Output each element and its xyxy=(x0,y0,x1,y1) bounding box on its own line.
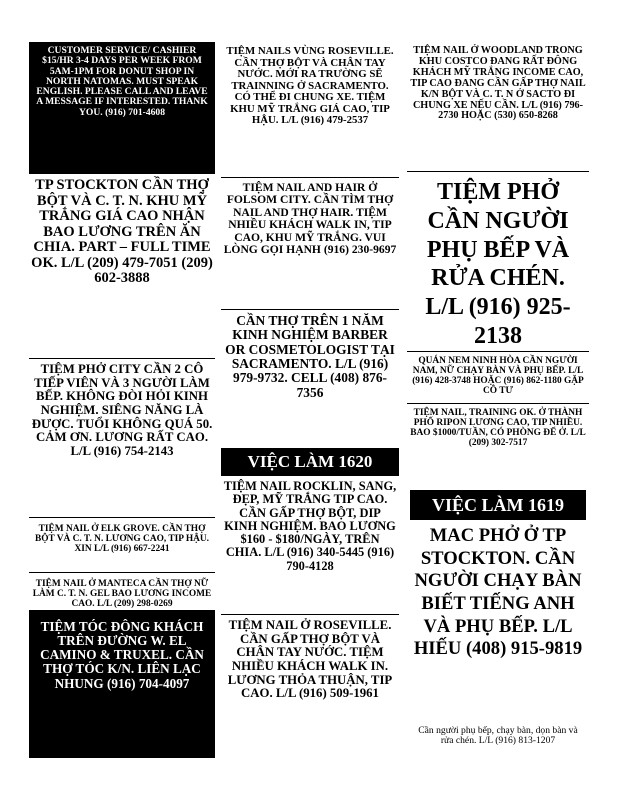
ad-mac-pho: MAC PHỞ Ở TP STOCKTON. CẦN NGƯỜI CHẠY BÀN BIẾT TIẾNG ANH VÀ PHỤ BẾP. L/L HIẾU (408) 915-9819 xyxy=(413,525,583,660)
ad-woodland-nail: TIỆM NAIL Ở WOODLAND TRONG KHU COSTCO ĐANG RẤT ĐÔNG KHÁCH MỸ TRẮNG INCOME CAO, TIP CAO ĐANG CẦN GẤP THỢ NAIL K/N BỘT VÀ C. T. N Ở SACTO ĐI CHUNG XE NẾU CẦN. L/L (916) 796-2730 HOẶC (530) 650-8268 xyxy=(407,44,589,172)
section-heading-1619: VIỆC LÀM 1619 xyxy=(410,490,586,520)
ad-elk-grove-nail: TIỆM NAIL Ở ELK GROVE. CẦN THỢ BỘT VÀ C. T. N. LƯƠNG CAO, TIP HẬU. XIN L/L (916) 667-2241 xyxy=(29,521,215,573)
ad-kitchen-help: Cần người phụ bếp, chạy bàn, dọn bàn và rửa chén. L/L (916) 813-1207 xyxy=(418,726,578,747)
ad-barber: CẦN THỢ TRÊN 1 NĂM KINH NGHIỆM BARBER OR COSMETOLOGIST TẠI SACRAMENTO. L/L (916) 979-9732. CELL (408) 876-7356 xyxy=(225,313,395,400)
ad-hair-salon: TIỆM TÓC ĐÔNG KHÁCH TRÊN ĐƯỜNG W. EL CAMINO & TRUXEL. CẦN THỢ TÓC K/N. LIÊN LẠC NHUNG (916) 704-4097 xyxy=(29,610,215,758)
ad-stockton-nail: TP STOCKTON CẦN THỢ BỘT VÀ C. T. N. KHU MỸ TRẮNG GIÁ CAO NHẬN BAO LƯƠNG TRÊN ĂN CHIA. PART – FULL TIME OK. L/L (209) 479-7051 (209) 602-3888 xyxy=(29,176,215,359)
ad-folsom-nail-hair: TIỆM NAIL AND HAIR Ở FOLSOM CITY. CẦN TÌM THỢ NAIL AND THỢ HAIR. TIỆM NHIỀU KHÁCH WALK IN, TIP CAO, KHU MỸ TRẮNG. VUI LÒNG GỌI HẠNH (916) 230-9697 xyxy=(221,180,399,310)
ad-nem-ninh-hoa: QUÁN NEM NINH HÒA CẦN NGƯỜI NAM, NỮ CHẠY BÀN VÀ PHỤ BẾP. L/L (916) 428-3748 HOẶC (916) 862-1180 GẶP CÔ TƯ xyxy=(407,354,589,404)
ad-customer-service: CUSTOMER SERVICE/ CASHIER $15/HR 3-4 DAYS PER WEEK FROM 5AM-1PM FOR DONUT SHOP IN NORTH NATOMAS. MUST SPEAK ENGLISH. PLEASE CALL AND LEAVE A MESSAGE IF INTERESTED. THANK YOU. (916) 701-4608 xyxy=(29,42,215,174)
middle-column xyxy=(221,38,399,788)
ad-pho-kitchen: TIỆM PHỞ CẦN NGƯỜI PHỤ BẾP VÀ RỬA CHÉN. L/L (916) 925-2138 xyxy=(407,174,589,352)
ad-roseville-nail: TIỆM NAIL Ở ROSEVILLE. CẦN GẤP THỢ BỘT VÀ CHÂN TAY NƯỚC. TIỆM NHIỀU KHÁCH WALK IN. LƯƠNG THỎA THUẬN, TIP CAO. L/L (916) 509-1961 xyxy=(227,618,393,701)
ad-pho-city: TIỆM PHỞ CITY CẦN 2 CÔ TIẾP VIÊN VÀ 3 NGƯỜI LÀM BẾP. KHÔNG ĐÒI HỎI KINH NGHIỆM. SIÊNG NĂNG LÀ ĐƯỢC. TUỔI KHÔNG QUÁ 50. CẢM ƠN. LƯƠNG RẤT CAO. L/L (916) 754-2143 xyxy=(29,361,215,518)
right-column xyxy=(407,38,589,788)
left-column xyxy=(29,38,215,788)
ad-manteca-nail: TIỆM NAIL Ở MANTECA CẦN THỢ NỮ LÀM C. T. N. GEL BAO LƯƠNG INCOME CAO. L/L (209) 298-0269 xyxy=(32,579,212,610)
section-heading-1620: VIỆC LÀM 1620 xyxy=(221,448,399,476)
ad-rocklin-nail: TIỆM NAIL ROCKLIN, SANG, ĐẸP, MỸ TRẮNG TIP CAO. CẦN GẤP THỢ BỘT, DIP KINH NGHIỆM. BAO LƯƠNG $160 - $180/NGÀY, TRÊN CHIA. L/L (916) 340-5445 (916) 790-4128 xyxy=(221,478,399,615)
ad-roseville-nails: TIỆM NAILS VÙNG ROSEVILLE. CẦN THỢ BỘT VÀ CHÂN TAY NƯỚC. MỚI RA TRƯỜNG SẼ TRAINNING Ở SACRAMENTO. CÓ THỂ ĐI CHUNG XE. TIỆM KHU MỸ TRẮNG GIÁ CAO, TIP HẬU. L/L (916) 479-2537 xyxy=(221,44,399,178)
ad-ripon-nail: TIỆM NAIL, TRAINING OK. Ở THÀNH PHỐ RIPON LƯƠNG CAO, TIP NHIỀU. BAO $1000/TUẦN, CÓ PHÒNG ĐỂ Ở. L/L (209) 302-7517 xyxy=(410,408,586,449)
